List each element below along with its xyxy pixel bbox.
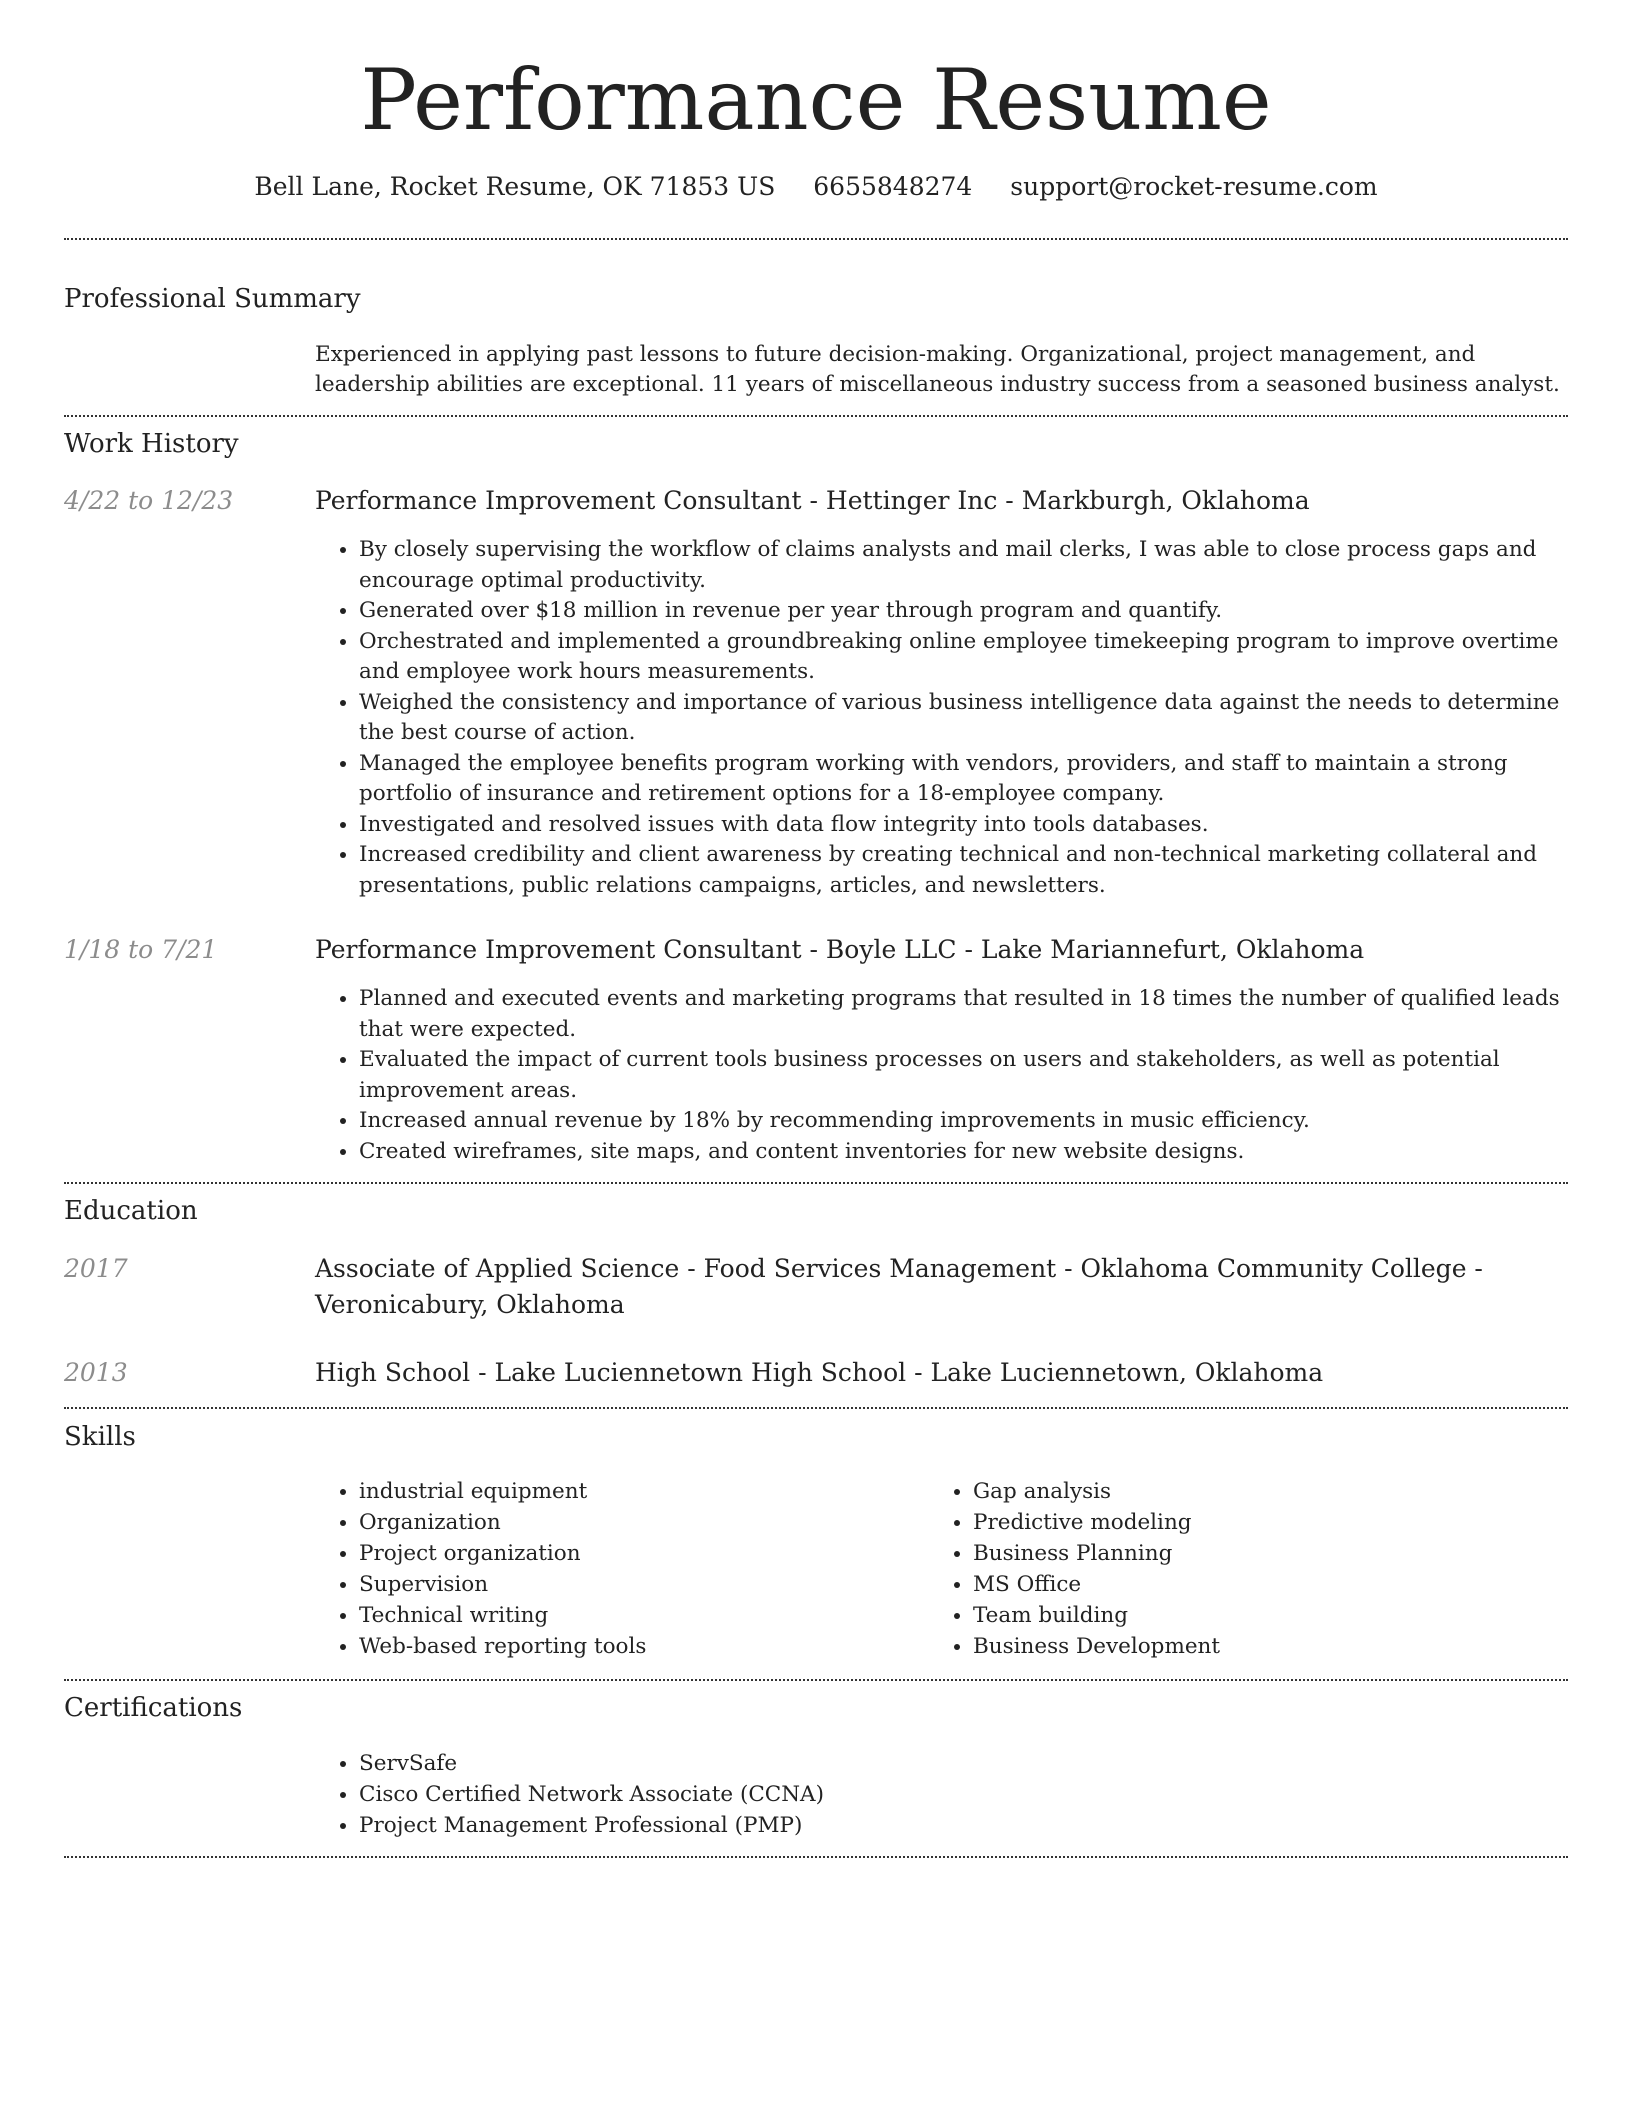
education-entry bbox=[315, 1251, 1568, 1323]
education-details: - Oklahoma Community College - Veronicabury, Oklahoma bbox=[315, 1254, 1483, 1319]
list-item: • Business Development bbox=[973, 1631, 1573, 1662]
list-item: • Business Planning bbox=[973, 1538, 1573, 1569]
section-title-work: Work History bbox=[64, 429, 239, 459]
divider bbox=[64, 1679, 1568, 1681]
education-degree: Associate of Applied Science - Food Services Management bbox=[315, 1254, 1057, 1283]
job-heading: Performance Improvement Consultant - Hettinger Inc - Markburgh, Oklahoma bbox=[315, 486, 1310, 515]
skills-list-left bbox=[315, 1476, 959, 1662]
list-item: • Orchestrated and implemented a groundbreaking online employee timekeeping program to improve overtime and employee work hours measurements. bbox=[359, 627, 1568, 688]
list-item: • ServSafe bbox=[359, 1748, 1612, 1779]
contact-address: Bell Lane, Rocket Resume, OK 71853 US bbox=[254, 172, 776, 201]
list-item: • Generated over $18 million in revenue per year through program and quantify. bbox=[359, 596, 1568, 627]
education-entry bbox=[315, 1355, 1568, 1391]
list-item: • Supervision bbox=[359, 1569, 959, 1600]
list-item: • Project Management Professional (PMP) bbox=[359, 1810, 1612, 1841]
summary-text: Experienced in applying past lessons to future decision-making. Organizational, project management, and leadership abilities are exceptional. 11 years of miscellaneous industry success from a seasoned business analyst. bbox=[315, 342, 1560, 397]
section-title-education: Education bbox=[64, 1196, 198, 1226]
divider bbox=[64, 1856, 1568, 1858]
list-item: • Project organization bbox=[359, 1538, 959, 1569]
list-item: • Organization bbox=[359, 1507, 959, 1538]
list-item: • Managed the employee benefits program working with vendors, providers, and staff to maintain a strong portfolio of insurance and retirement options for a 18-employee company. bbox=[359, 749, 1568, 810]
resume-name: Performance Resume bbox=[360, 51, 1272, 149]
job-dates: 4/22 to 12/23 bbox=[64, 486, 234, 515]
list-item: • By closely supervising the workflow of claims analysts and mail clerks, I was able to close process gaps and encourage optimal productivity. bbox=[359, 535, 1568, 596]
list-item: • Team building bbox=[973, 1600, 1573, 1631]
divider bbox=[64, 415, 1568, 417]
contact-email[interactable]: support@rocket-resume.com bbox=[1010, 172, 1378, 201]
list-item: • Gap analysis bbox=[973, 1476, 1573, 1507]
list-item: • Web-based reporting tools bbox=[359, 1631, 959, 1662]
list-item: • Predictive modeling bbox=[973, 1507, 1573, 1538]
section-title-summary: Professional Summary bbox=[64, 284, 361, 314]
education-year: 2013 bbox=[64, 1358, 128, 1387]
list-item: • MS Office bbox=[973, 1569, 1573, 1600]
list-item: • Investigated and resolved issues with data flow integrity into tools databases. bbox=[359, 810, 1568, 841]
certifications-list bbox=[315, 1748, 1612, 1841]
education-details: - Lake Luciennetown High School - Lake Luciennetown, Oklahoma bbox=[470, 1358, 1324, 1387]
job-bullets bbox=[315, 535, 1568, 901]
list-item: • Created wireframes, site maps, and content inventories for new website designs. bbox=[359, 1137, 1568, 1168]
job-dates: 1/18 to 7/21 bbox=[64, 935, 218, 964]
job-bullets bbox=[315, 984, 1568, 1167]
contact-phone: 6655848274 bbox=[813, 172, 973, 201]
job-heading: Performance Improvement Consultant - Boyle LLC - Lake Mariannefurt, Oklahoma bbox=[315, 935, 1365, 964]
list-item: • Evaluated the impact of current tools business processes on users and stakeholders, as well as potential improvement areas. bbox=[359, 1045, 1568, 1106]
education-year: 2017 bbox=[64, 1254, 128, 1283]
skills-list-right bbox=[929, 1476, 1573, 1662]
contact-line bbox=[0, 170, 1632, 204]
list-item: • industrial equipment bbox=[359, 1476, 959, 1507]
list-item: • Technical writing bbox=[359, 1600, 959, 1631]
divider bbox=[64, 238, 1568, 240]
list-item: • Cisco Certified Network Associate (CCNA) bbox=[359, 1779, 1612, 1810]
list-item: • Increased credibility and client awareness by creating technical and non-technical marketing collateral and presentations, public relations campaigns, articles, and newsletters. bbox=[359, 840, 1568, 901]
list-item: • Increased annual revenue by 18% by recommending improvements in music efficiency. bbox=[359, 1106, 1568, 1137]
list-item: • Planned and executed events and marketing programs that resulted in 18 times the number of qualified leads that were expected. bbox=[359, 984, 1568, 1045]
education-degree: High School bbox=[315, 1358, 471, 1387]
divider bbox=[64, 1182, 1568, 1184]
section-title-skills: Skills bbox=[64, 1422, 136, 1452]
section-title-certifications: Certifications bbox=[64, 1693, 243, 1723]
list-item: • Weighed the consistency and importance of various business intelligence data against the needs to determine the best course of action. bbox=[359, 688, 1568, 749]
divider bbox=[64, 1407, 1568, 1409]
